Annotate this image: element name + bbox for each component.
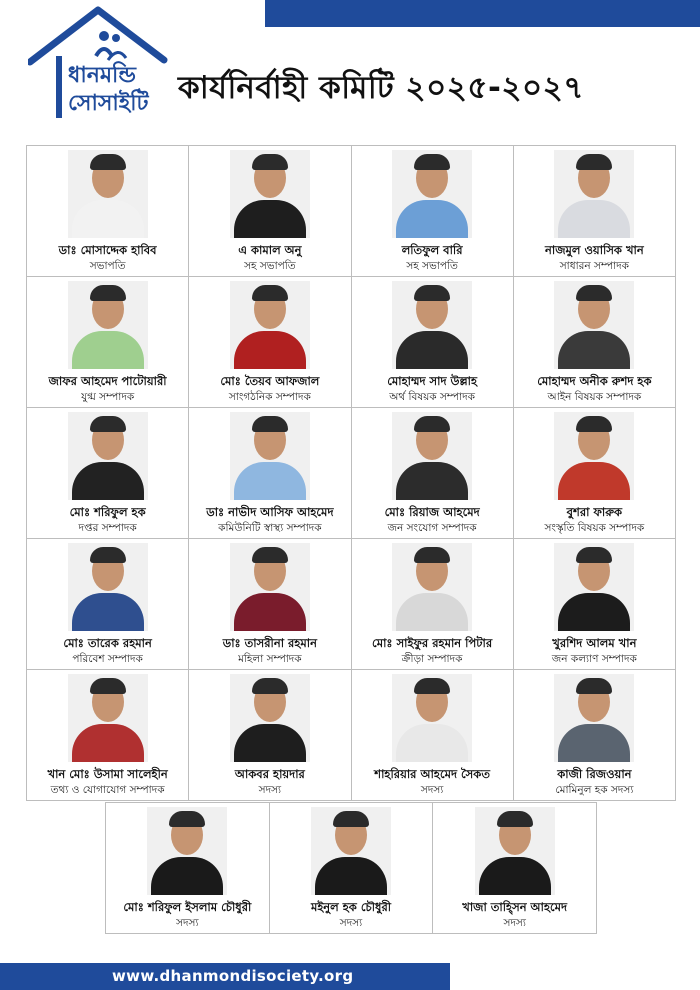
member-role: অর্থ বিষয়ক সম্পাদক [389, 391, 475, 403]
portrait-hair [576, 416, 612, 432]
member-portrait-icon [230, 150, 310, 238]
member-name: মোহাম্মদ সাদ উল্লাহ [387, 374, 478, 388]
member-name: খাজা তাহ্সিন আহমেদ [462, 900, 568, 914]
member-name: লতিফুল বারি [401, 243, 463, 257]
member-card [514, 277, 675, 407]
page-title: কার্যনির্বাহী কমিটি ২০২৫-২০২৭ [178, 70, 584, 106]
member-name: আকবর হায়দার [234, 767, 305, 781]
portrait-hair [90, 285, 126, 301]
member-name: কাজী রিজওয়ান [557, 767, 632, 781]
member-card [270, 803, 434, 933]
member-name: মোঃ তৈয়ব আফজাল [220, 374, 320, 388]
member-card [352, 670, 514, 800]
portrait-hair [169, 811, 205, 827]
member-card [514, 670, 675, 800]
portrait-body [479, 857, 551, 895]
member-portrait-icon [311, 807, 391, 895]
portrait-body [72, 724, 144, 762]
portrait-body [72, 462, 144, 500]
member-card [514, 539, 675, 669]
member-card [106, 803, 270, 933]
portrait-hair [414, 678, 450, 694]
member-name: খুরশিদ আলম খান [552, 636, 637, 650]
portrait-body [315, 857, 387, 895]
member-portrait-icon [392, 543, 472, 631]
portrait-body [234, 724, 306, 762]
portrait-body [234, 200, 306, 238]
portrait-body [151, 857, 223, 895]
committee-row [27, 146, 675, 277]
committee-row [27, 277, 675, 408]
portrait-body [72, 200, 144, 238]
member-card [189, 670, 351, 800]
member-portrait-icon [392, 150, 472, 238]
member-role: পরিবেশ সম্পাদক [72, 653, 143, 665]
member-role: মোমিনুল হক সদস্য [555, 784, 634, 796]
member-portrait-icon [68, 412, 148, 500]
member-role: সদস্য [258, 784, 282, 796]
member-card [27, 146, 189, 276]
member-card [352, 539, 514, 669]
member-portrait-icon [68, 674, 148, 762]
member-portrait-icon [230, 412, 310, 500]
member-portrait-icon [230, 281, 310, 369]
portrait-hair [90, 416, 126, 432]
member-role: সংস্কৃতি বিষয়ক সম্পাদক [544, 522, 645, 534]
member-card [27, 539, 189, 669]
member-portrait-icon [392, 674, 472, 762]
member-name: এ কামাল অনু [238, 243, 302, 257]
portrait-hair [90, 547, 126, 563]
member-role: সদস্য [503, 917, 526, 929]
portrait-hair [252, 285, 288, 301]
member-role: ক্রীড়া সম্পাদক [401, 653, 463, 665]
member-card [27, 277, 189, 407]
portrait-body [234, 331, 306, 369]
member-portrait-icon [554, 412, 634, 500]
member-card [352, 277, 514, 407]
member-card [189, 539, 351, 669]
member-card [27, 408, 189, 538]
portrait-hair [90, 154, 126, 170]
member-role: সদস্য [339, 917, 363, 929]
member-role: জন সংযোগ সম্পাদক [387, 522, 477, 534]
portrait-hair [497, 811, 533, 827]
member-name: শাহরিয়ার আহমেদ সৈকত [374, 767, 490, 781]
member-portrait-icon [230, 674, 310, 762]
portrait-hair [414, 285, 450, 301]
member-name: মোঃ রিয়াজ আহমেদ [384, 505, 480, 519]
member-role: দপ্তর সম্পাদক [78, 522, 137, 534]
portrait-body [234, 462, 306, 500]
committee-row [27, 539, 675, 670]
member-role: সদস্য [176, 917, 199, 929]
member-name: ডাঃ তাসরীনা রহমান [222, 636, 317, 650]
member-role: কমিউনিটি স্বাস্থ্য সম্পাদক [218, 522, 322, 534]
member-card [27, 670, 189, 800]
portrait-hair [576, 547, 612, 563]
member-portrait-icon [554, 150, 634, 238]
portrait-body [558, 593, 630, 631]
committee-row [27, 408, 675, 539]
member-portrait-icon [147, 807, 227, 895]
member-portrait-icon [554, 281, 634, 369]
portrait-body [396, 200, 468, 238]
member-name: মোঃ তারেক রহমান [63, 636, 152, 650]
member-card [352, 408, 514, 538]
member-name: মোঃ শরিফুল ইসলাম চৌধুরী [123, 900, 252, 914]
portrait-body [396, 331, 468, 369]
member-role: সদস্য [420, 784, 444, 796]
committee-grid [26, 145, 676, 801]
committee-last-row [105, 802, 597, 934]
portrait-body [558, 331, 630, 369]
portrait-hair [333, 811, 369, 827]
member-portrait-icon [554, 674, 634, 762]
committee-row [27, 670, 675, 800]
portrait-hair [576, 678, 612, 694]
top-banner-bar [265, 0, 700, 27]
portrait-body [234, 593, 306, 631]
member-card [433, 803, 596, 933]
member-role: সাধারন সম্পাদক [559, 260, 630, 272]
portrait-body [396, 462, 468, 500]
portrait-hair [252, 678, 288, 694]
member-card [514, 408, 675, 538]
portrait-hair [414, 154, 450, 170]
portrait-body [558, 200, 630, 238]
member-portrait-icon [68, 543, 148, 631]
member-name: ডাঃ মোসাদ্দেক হাবিব [58, 243, 157, 257]
portrait-body [396, 593, 468, 631]
member-role: সহ সভাপতি [406, 260, 458, 272]
member-role: সভাপতি [89, 260, 126, 272]
portrait-hair [252, 547, 288, 563]
member-portrait-icon [475, 807, 555, 895]
logo-text-line1: ধানমন্ডি [68, 63, 136, 88]
member-role: যুগ্ম সম্পাদক [81, 391, 135, 403]
portrait-hair [90, 678, 126, 694]
member-role: সহ সভাপতি [244, 260, 296, 272]
member-card [352, 146, 514, 276]
portrait-body [558, 462, 630, 500]
member-name: মইনুল হক চৌধুরী [310, 900, 392, 914]
society-logo [28, 6, 168, 124]
member-card [189, 408, 351, 538]
member-card [189, 277, 351, 407]
portrait-hair [252, 154, 288, 170]
member-name: মোঃ সাইফুর রহমান পিটার [372, 636, 493, 650]
portrait-hair [576, 285, 612, 301]
portrait-body [558, 724, 630, 762]
logo-text-line2: সোসাইটি [68, 91, 149, 116]
member-portrait-icon [392, 281, 472, 369]
member-portrait-icon [230, 543, 310, 631]
portrait-hair [414, 547, 450, 563]
portrait-hair [576, 154, 612, 170]
member-card [189, 146, 351, 276]
portrait-body [72, 331, 144, 369]
member-role: জন কল্যাণ সম্পাদক [551, 653, 637, 665]
member-portrait-icon [554, 543, 634, 631]
member-name: খান মোঃ উসামা সালেহীন [47, 767, 168, 781]
member-portrait-icon [68, 150, 148, 238]
portrait-hair [414, 416, 450, 432]
member-name: জাফর আহমেদ পাটোয়ারী [48, 374, 167, 388]
member-role: তথ্য ও যোগাযোগ সম্পাদক [50, 784, 165, 796]
member-role: মহিলা সম্পাদক [238, 653, 302, 665]
website-link[interactable]: www.dhanmondisociety.org [112, 967, 354, 985]
portrait-body [72, 593, 144, 631]
portrait-hair [252, 416, 288, 432]
portrait-body [396, 724, 468, 762]
member-role: আইন বিষয়ক সম্পাদক [547, 391, 642, 403]
member-name: মোহাম্মদ অনীক রুশদ হক [537, 374, 652, 388]
member-role: সাংগঠনিক সম্পাদক [228, 391, 311, 403]
member-name: মোঃ শরিফুল হক [69, 505, 146, 519]
member-card [514, 146, 675, 276]
member-name: ডাঃ নাভীদ আসিফ আহমেদ [206, 505, 334, 519]
member-portrait-icon [392, 412, 472, 500]
member-name: নাজমুল ওয়াসিক খান [545, 243, 644, 257]
member-portrait-icon [68, 281, 148, 369]
member-name: বুশরা ফারুক [566, 505, 623, 519]
